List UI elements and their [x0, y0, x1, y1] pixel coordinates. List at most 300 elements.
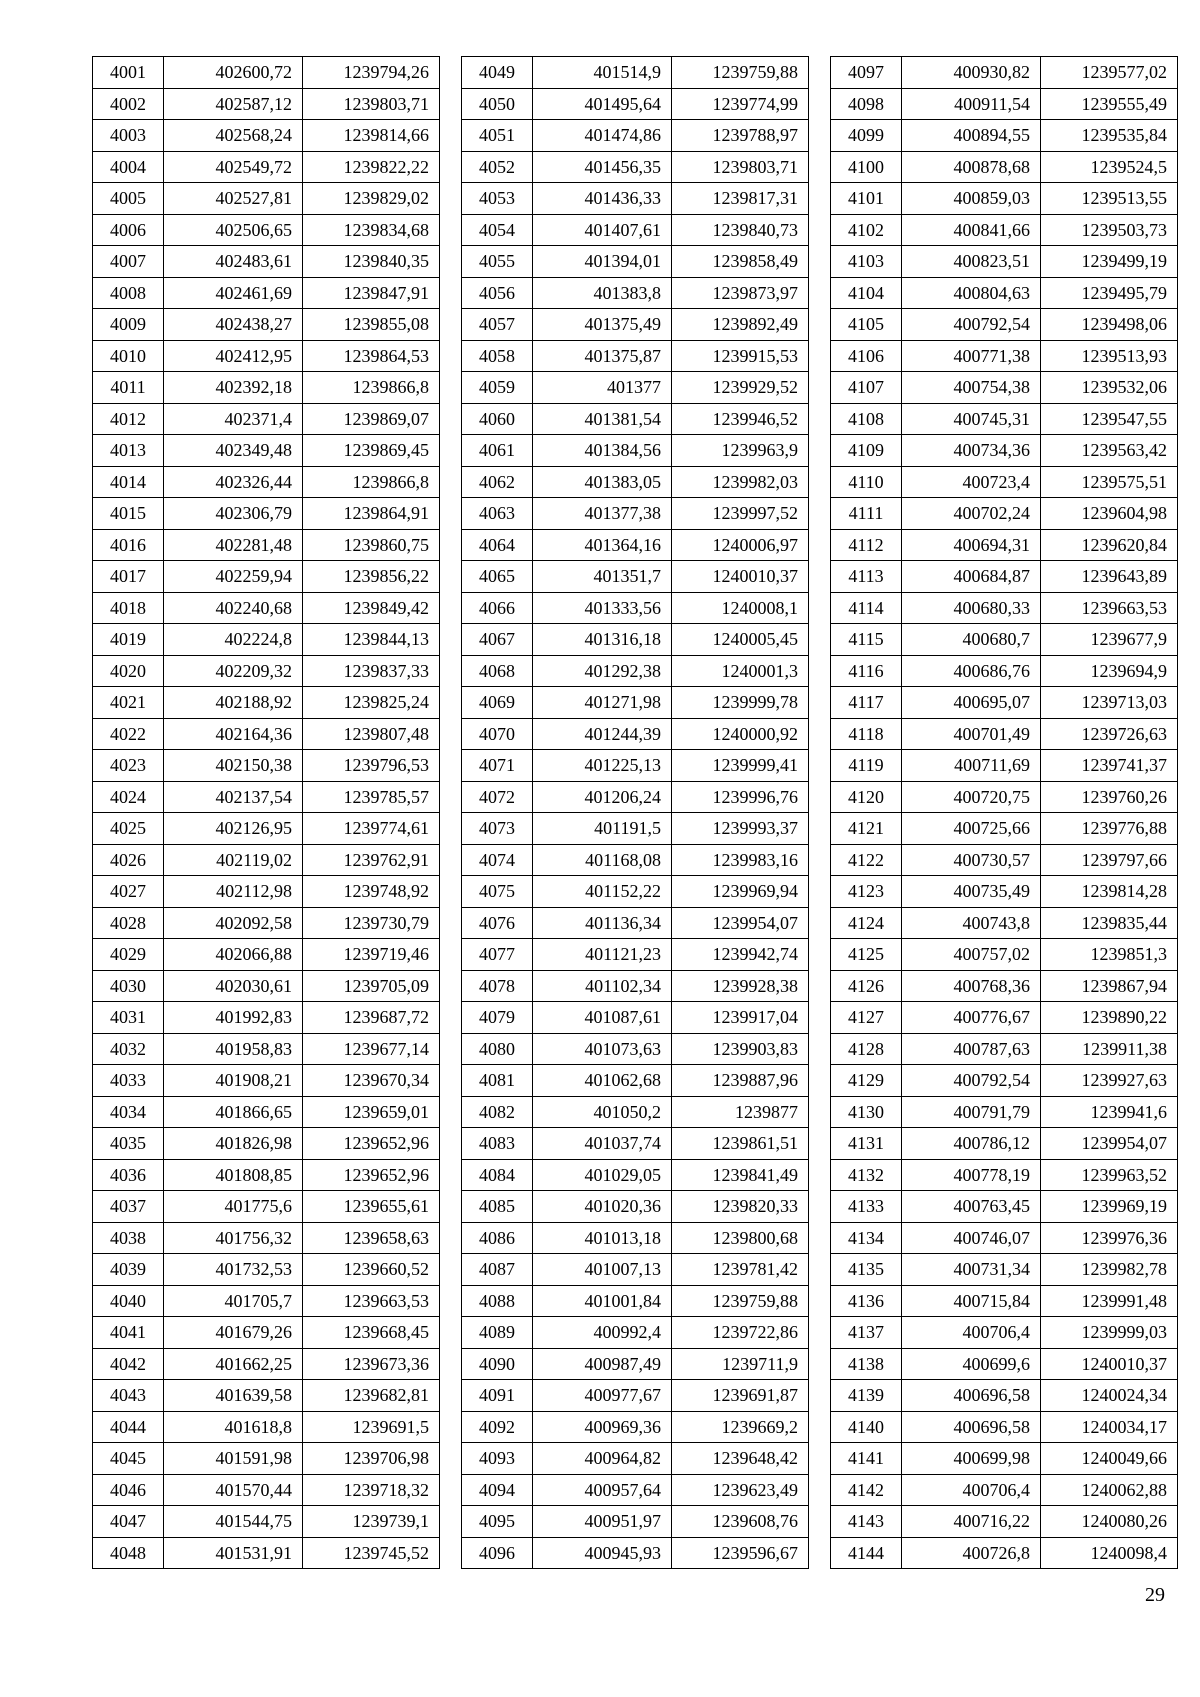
- x-coordinate-cell: 402188,92: [164, 687, 303, 719]
- x-coordinate-cell: 400745,31: [902, 403, 1041, 435]
- y-coordinate-cell: 1239660,52: [303, 1254, 440, 1286]
- table-row: [93, 466, 440, 498]
- coordinate-table-2: [461, 56, 809, 1569]
- y-coordinate-cell: 1239873,97: [672, 277, 809, 309]
- table-row: [831, 1096, 1178, 1128]
- x-coordinate-cell: 400715,84: [902, 1285, 1041, 1317]
- table-row: [462, 655, 809, 687]
- point-number-cell: 4030: [93, 970, 164, 1002]
- x-coordinate-cell: 400680,7: [902, 624, 1041, 656]
- x-coordinate-cell: 400696,58: [902, 1380, 1041, 1412]
- y-coordinate-cell: 1239976,36: [1041, 1222, 1178, 1254]
- table-row: [831, 1002, 1178, 1034]
- point-number-cell: 4038: [93, 1222, 164, 1254]
- table-row: [831, 750, 1178, 782]
- x-coordinate-cell: 400859,03: [902, 183, 1041, 215]
- x-coordinate-cell: 402092,58: [164, 907, 303, 939]
- x-coordinate-cell: 401618,8: [164, 1411, 303, 1443]
- point-number-cell: 4060: [462, 403, 533, 435]
- point-number-cell: 4066: [462, 592, 533, 624]
- table-row: [93, 876, 440, 908]
- table-row: [462, 1443, 809, 1475]
- table-row: [831, 1222, 1178, 1254]
- table-row: [93, 781, 440, 813]
- point-number-cell: 4042: [93, 1348, 164, 1380]
- table-row: [831, 1285, 1178, 1317]
- table-row: [93, 1474, 440, 1506]
- point-number-cell: 4085: [462, 1191, 533, 1223]
- table-row: [93, 1348, 440, 1380]
- x-coordinate-cell: 401037,74: [533, 1128, 672, 1160]
- y-coordinate-cell: 1239869,07: [303, 403, 440, 435]
- table-row: [93, 1443, 440, 1475]
- table-row: [93, 88, 440, 120]
- point-number-cell: 4108: [831, 403, 902, 435]
- point-number-cell: 4011: [93, 372, 164, 404]
- point-number-cell: 4090: [462, 1348, 533, 1380]
- x-coordinate-cell: 401732,53: [164, 1254, 303, 1286]
- point-number-cell: 4039: [93, 1254, 164, 1286]
- x-coordinate-cell: 401001,84: [533, 1285, 672, 1317]
- y-coordinate-cell: 1239982,78: [1041, 1254, 1178, 1286]
- x-coordinate-cell: 401756,32: [164, 1222, 303, 1254]
- x-coordinate-cell: 400684,87: [902, 561, 1041, 593]
- y-coordinate-cell: 1239503,73: [1041, 214, 1178, 246]
- y-coordinate-cell: 1239785,57: [303, 781, 440, 813]
- point-number-cell: 4115: [831, 624, 902, 656]
- y-coordinate-cell: 1239844,13: [303, 624, 440, 656]
- y-coordinate-cell: 1239577,02: [1041, 57, 1178, 89]
- y-coordinate-cell: 1239563,42: [1041, 435, 1178, 467]
- point-number-cell: 4007: [93, 246, 164, 278]
- point-number-cell: 4079: [462, 1002, 533, 1034]
- x-coordinate-cell: 402483,61: [164, 246, 303, 278]
- x-coordinate-cell: 402281,48: [164, 529, 303, 561]
- y-coordinate-cell: 1239513,55: [1041, 183, 1178, 215]
- table-row: [93, 151, 440, 183]
- x-coordinate-cell: 400723,4: [902, 466, 1041, 498]
- x-coordinate-cell: 401375,49: [533, 309, 672, 341]
- x-coordinate-cell: 402224,8: [164, 624, 303, 656]
- point-number-cell: 4028: [93, 907, 164, 939]
- x-coordinate-cell: 401102,34: [533, 970, 672, 1002]
- table-row: [462, 718, 809, 750]
- table-row: [831, 277, 1178, 309]
- y-coordinate-cell: 1239963,52: [1041, 1159, 1178, 1191]
- table-row: [93, 939, 440, 971]
- table-row: [93, 1222, 440, 1254]
- point-number-cell: 4075: [462, 876, 533, 908]
- y-coordinate-cell: 1239797,66: [1041, 844, 1178, 876]
- point-number-cell: 4022: [93, 718, 164, 750]
- table-row: [462, 1317, 809, 1349]
- y-coordinate-cell: 1239741,37: [1041, 750, 1178, 782]
- x-coordinate-cell: 401351,7: [533, 561, 672, 593]
- y-coordinate-cell: 1239851,3: [1041, 939, 1178, 971]
- point-number-cell: 4029: [93, 939, 164, 971]
- table-row: [93, 970, 440, 1002]
- y-coordinate-cell: 1239719,46: [303, 939, 440, 971]
- y-coordinate-cell: 1239814,66: [303, 120, 440, 152]
- y-coordinate-cell: 1239713,03: [1041, 687, 1178, 719]
- point-number-cell: 4141: [831, 1443, 902, 1475]
- table-row: [462, 529, 809, 561]
- y-coordinate-cell: 1239820,33: [672, 1191, 809, 1223]
- table-row: [831, 1380, 1178, 1412]
- point-number-cell: 4067: [462, 624, 533, 656]
- y-coordinate-cell: 1239745,52: [303, 1537, 440, 1569]
- page-number: 29: [1145, 1584, 1165, 1606]
- table-row: [462, 1128, 809, 1160]
- point-number-cell: 4120: [831, 781, 902, 813]
- table-row: [93, 120, 440, 152]
- x-coordinate-cell: 401679,26: [164, 1317, 303, 1349]
- point-number-cell: 4055: [462, 246, 533, 278]
- table-row: [462, 435, 809, 467]
- table-row: [93, 277, 440, 309]
- y-coordinate-cell: 1239608,76: [672, 1506, 809, 1538]
- x-coordinate-cell: 400957,64: [533, 1474, 672, 1506]
- y-coordinate-cell: 1239596,67: [672, 1537, 809, 1569]
- table-row: [831, 57, 1178, 89]
- table-row: [831, 435, 1178, 467]
- x-coordinate-cell: 401050,2: [533, 1096, 672, 1128]
- table-row: [462, 1191, 809, 1223]
- x-coordinate-cell: 400716,22: [902, 1506, 1041, 1538]
- table-row: [93, 1537, 440, 1569]
- y-coordinate-cell: 1239669,2: [672, 1411, 809, 1443]
- y-coordinate-cell: 1239963,9: [672, 435, 809, 467]
- point-number-cell: 4123: [831, 876, 902, 908]
- y-coordinate-cell: 1239711,9: [672, 1348, 809, 1380]
- x-coordinate-cell: 402137,54: [164, 781, 303, 813]
- x-coordinate-cell: 401007,13: [533, 1254, 672, 1286]
- x-coordinate-cell: 400964,82: [533, 1443, 672, 1475]
- x-coordinate-cell: 400699,6: [902, 1348, 1041, 1380]
- table-row: [93, 214, 440, 246]
- table-row: [462, 309, 809, 341]
- table-row: [93, 687, 440, 719]
- point-number-cell: 4135: [831, 1254, 902, 1286]
- y-coordinate-cell: 1239555,49: [1041, 88, 1178, 120]
- y-coordinate-cell: 1239993,37: [672, 813, 809, 845]
- x-coordinate-cell: 402326,44: [164, 466, 303, 498]
- point-number-cell: 4061: [462, 435, 533, 467]
- x-coordinate-cell: 401383,8: [533, 277, 672, 309]
- x-coordinate-cell: 400743,8: [902, 907, 1041, 939]
- point-number-cell: 4140: [831, 1411, 902, 1443]
- y-coordinate-cell: 1239739,1: [303, 1506, 440, 1538]
- x-coordinate-cell: 402030,61: [164, 970, 303, 1002]
- point-number-cell: 4057: [462, 309, 533, 341]
- y-coordinate-cell: 1239803,71: [303, 88, 440, 120]
- x-coordinate-cell: 401591,98: [164, 1443, 303, 1475]
- table-row: [93, 1506, 440, 1538]
- table-row: [831, 813, 1178, 845]
- table-row: [462, 939, 809, 971]
- y-coordinate-cell: 1239659,01: [303, 1096, 440, 1128]
- table-row: [831, 1159, 1178, 1191]
- x-coordinate-cell: 400735,49: [902, 876, 1041, 908]
- x-coordinate-cell: 401456,35: [533, 151, 672, 183]
- y-coordinate-cell: 1239691,87: [672, 1380, 809, 1412]
- y-coordinate-cell: 1239890,22: [1041, 1002, 1178, 1034]
- table-row: [831, 1443, 1178, 1475]
- y-coordinate-cell: 1239673,36: [303, 1348, 440, 1380]
- x-coordinate-cell: 402461,69: [164, 277, 303, 309]
- point-number-cell: 4024: [93, 781, 164, 813]
- y-coordinate-cell: 1239800,68: [672, 1222, 809, 1254]
- x-coordinate-cell: 402549,72: [164, 151, 303, 183]
- x-coordinate-cell: 400768,36: [902, 970, 1041, 1002]
- y-coordinate-cell: 1239663,53: [1041, 592, 1178, 624]
- point-number-cell: 4046: [93, 1474, 164, 1506]
- x-coordinate-cell: 401225,13: [533, 750, 672, 782]
- x-coordinate-cell: 400977,67: [533, 1380, 672, 1412]
- x-coordinate-cell: 400725,66: [902, 813, 1041, 845]
- x-coordinate-cell: 400702,24: [902, 498, 1041, 530]
- point-number-cell: 4097: [831, 57, 902, 89]
- point-number-cell: 4099: [831, 120, 902, 152]
- point-number-cell: 4136: [831, 1285, 902, 1317]
- table-row: [462, 1474, 809, 1506]
- y-coordinate-cell: 1239999,78: [672, 687, 809, 719]
- table-row: [93, 340, 440, 372]
- point-number-cell: 4088: [462, 1285, 533, 1317]
- y-coordinate-cell: 1239847,91: [303, 277, 440, 309]
- point-number-cell: 4053: [462, 183, 533, 215]
- table-row: [462, 750, 809, 782]
- y-coordinate-cell: 1239652,96: [303, 1159, 440, 1191]
- x-coordinate-cell: 402259,94: [164, 561, 303, 593]
- point-number-cell: 4001: [93, 57, 164, 89]
- point-number-cell: 4017: [93, 561, 164, 593]
- point-number-cell: 4112: [831, 529, 902, 561]
- table-row: [93, 1285, 440, 1317]
- x-coordinate-cell: 400754,38: [902, 372, 1041, 404]
- point-number-cell: 4127: [831, 1002, 902, 1034]
- y-coordinate-cell: 1239730,79: [303, 907, 440, 939]
- y-coordinate-cell: 1239643,89: [1041, 561, 1178, 593]
- x-coordinate-cell: 400746,07: [902, 1222, 1041, 1254]
- x-coordinate-cell: 401152,22: [533, 876, 672, 908]
- x-coordinate-cell: 400930,82: [902, 57, 1041, 89]
- y-coordinate-cell: 1239547,55: [1041, 403, 1178, 435]
- point-number-cell: 4142: [831, 1474, 902, 1506]
- y-coordinate-cell: 1239911,38: [1041, 1033, 1178, 1065]
- point-number-cell: 4020: [93, 655, 164, 687]
- point-number-cell: 4133: [831, 1191, 902, 1223]
- table-row: [93, 813, 440, 845]
- point-number-cell: 4059: [462, 372, 533, 404]
- table-row: [831, 1537, 1178, 1569]
- point-number-cell: 4006: [93, 214, 164, 246]
- y-coordinate-cell: 1239869,45: [303, 435, 440, 467]
- table-row: [93, 1191, 440, 1223]
- point-number-cell: 4130: [831, 1096, 902, 1128]
- x-coordinate-cell: 400987,49: [533, 1348, 672, 1380]
- y-coordinate-cell: 1240098,4: [1041, 1537, 1178, 1569]
- table-row: [462, 151, 809, 183]
- point-number-cell: 4056: [462, 277, 533, 309]
- y-coordinate-cell: 1239670,34: [303, 1065, 440, 1097]
- x-coordinate-cell: 402412,95: [164, 340, 303, 372]
- point-number-cell: 4113: [831, 561, 902, 593]
- point-number-cell: 4052: [462, 151, 533, 183]
- table-row: [831, 372, 1178, 404]
- x-coordinate-cell: 401826,98: [164, 1128, 303, 1160]
- table-row: [831, 939, 1178, 971]
- point-number-cell: 4118: [831, 718, 902, 750]
- point-number-cell: 4138: [831, 1348, 902, 1380]
- coordinate-table-1: [92, 56, 440, 1569]
- table-row: [462, 120, 809, 152]
- y-coordinate-cell: 1239969,19: [1041, 1191, 1178, 1223]
- x-coordinate-cell: 401775,6: [164, 1191, 303, 1223]
- table-row: [93, 403, 440, 435]
- y-coordinate-cell: 1239887,96: [672, 1065, 809, 1097]
- point-number-cell: 4092: [462, 1411, 533, 1443]
- x-coordinate-cell: 400792,54: [902, 309, 1041, 341]
- table-row: [831, 718, 1178, 750]
- point-number-cell: 4093: [462, 1443, 533, 1475]
- point-number-cell: 4010: [93, 340, 164, 372]
- point-number-cell: 4144: [831, 1537, 902, 1569]
- x-coordinate-cell: 401191,5: [533, 813, 672, 845]
- table-row: [831, 151, 1178, 183]
- point-number-cell: 4044: [93, 1411, 164, 1443]
- table-row: [831, 183, 1178, 215]
- y-coordinate-cell: 1239705,09: [303, 970, 440, 1002]
- x-coordinate-cell: 400694,31: [902, 529, 1041, 561]
- x-coordinate-cell: 402527,81: [164, 183, 303, 215]
- point-number-cell: 4111: [831, 498, 902, 530]
- y-coordinate-cell: 1239860,75: [303, 529, 440, 561]
- y-coordinate-cell: 1239969,94: [672, 876, 809, 908]
- x-coordinate-cell: 401333,56: [533, 592, 672, 624]
- x-coordinate-cell: 400757,02: [902, 939, 1041, 971]
- table-row: [93, 1096, 440, 1128]
- table-row: [93, 907, 440, 939]
- y-coordinate-cell: 1239861,51: [672, 1128, 809, 1160]
- point-number-cell: 4125: [831, 939, 902, 971]
- y-coordinate-cell: 1239999,03: [1041, 1317, 1178, 1349]
- table-row: [462, 1506, 809, 1538]
- point-number-cell: 4078: [462, 970, 533, 1002]
- table-row: [831, 907, 1178, 939]
- table-row: [93, 592, 440, 624]
- x-coordinate-cell: 401020,36: [533, 1191, 672, 1223]
- y-coordinate-cell: 1239946,52: [672, 403, 809, 435]
- x-coordinate-cell: 401013,18: [533, 1222, 672, 1254]
- y-coordinate-cell: 1239997,52: [672, 498, 809, 530]
- y-coordinate-cell: 1239928,38: [672, 970, 809, 1002]
- y-coordinate-cell: 1239794,26: [303, 57, 440, 89]
- y-coordinate-cell: 1239841,49: [672, 1159, 809, 1191]
- x-coordinate-cell: 400711,69: [902, 750, 1041, 782]
- x-coordinate-cell: 400787,63: [902, 1033, 1041, 1065]
- table-row: [93, 1033, 440, 1065]
- point-number-cell: 4034: [93, 1096, 164, 1128]
- point-number-cell: 4132: [831, 1159, 902, 1191]
- y-coordinate-cell: 1239983,16: [672, 844, 809, 876]
- y-coordinate-cell: 1239917,04: [672, 1002, 809, 1034]
- x-coordinate-cell: 401958,83: [164, 1033, 303, 1065]
- point-number-cell: 4043: [93, 1380, 164, 1412]
- y-coordinate-cell: 1239655,61: [303, 1191, 440, 1223]
- point-number-cell: 4082: [462, 1096, 533, 1128]
- y-coordinate-cell: 1239942,74: [672, 939, 809, 971]
- table-row: [831, 592, 1178, 624]
- table-row: [831, 844, 1178, 876]
- y-coordinate-cell: 1239866,8: [303, 372, 440, 404]
- y-coordinate-cell: 1239817,31: [672, 183, 809, 215]
- table-row: [93, 1159, 440, 1191]
- table-row: [93, 1254, 440, 1286]
- x-coordinate-cell: 401206,24: [533, 781, 672, 813]
- x-coordinate-cell: 400720,75: [902, 781, 1041, 813]
- point-number-cell: 4129: [831, 1065, 902, 1097]
- x-coordinate-cell: 402392,18: [164, 372, 303, 404]
- y-coordinate-cell: 1239677,14: [303, 1033, 440, 1065]
- table-row: [462, 876, 809, 908]
- table-row: [831, 624, 1178, 656]
- point-number-cell: 4015: [93, 498, 164, 530]
- table-row: [831, 466, 1178, 498]
- y-coordinate-cell: 1239677,9: [1041, 624, 1178, 656]
- table-row: [93, 57, 440, 89]
- table-row: [462, 781, 809, 813]
- y-coordinate-cell: 1240001,3: [672, 655, 809, 687]
- coordinate-table-3: [830, 56, 1178, 1569]
- table-row: [462, 844, 809, 876]
- point-number-cell: 4109: [831, 435, 902, 467]
- y-coordinate-cell: 1239840,35: [303, 246, 440, 278]
- point-number-cell: 4110: [831, 466, 902, 498]
- point-number-cell: 4009: [93, 309, 164, 341]
- x-coordinate-cell: 400686,76: [902, 655, 1041, 687]
- table-row: [831, 970, 1178, 1002]
- y-coordinate-cell: 1239941,6: [1041, 1096, 1178, 1128]
- table-row: [831, 498, 1178, 530]
- y-coordinate-cell: 1239903,83: [672, 1033, 809, 1065]
- y-coordinate-cell: 1239829,02: [303, 183, 440, 215]
- point-number-cell: 4063: [462, 498, 533, 530]
- point-number-cell: 4031: [93, 1002, 164, 1034]
- y-coordinate-cell: 1239682,81: [303, 1380, 440, 1412]
- y-coordinate-cell: 1239648,42: [672, 1443, 809, 1475]
- y-coordinate-cell: 1239620,84: [1041, 529, 1178, 561]
- point-number-cell: 4040: [93, 1285, 164, 1317]
- x-coordinate-cell: 401639,58: [164, 1380, 303, 1412]
- y-coordinate-cell: 1240034,17: [1041, 1411, 1178, 1443]
- table-row: [462, 970, 809, 1002]
- point-number-cell: 4087: [462, 1254, 533, 1286]
- point-number-cell: 4021: [93, 687, 164, 719]
- x-coordinate-cell: 401375,87: [533, 340, 672, 372]
- point-number-cell: 4070: [462, 718, 533, 750]
- table-row: [93, 183, 440, 215]
- y-coordinate-cell: 1239825,24: [303, 687, 440, 719]
- table-row: [831, 214, 1178, 246]
- y-coordinate-cell: 1239954,07: [672, 907, 809, 939]
- x-coordinate-cell: 400894,55: [902, 120, 1041, 152]
- point-number-cell: 4049: [462, 57, 533, 89]
- y-coordinate-cell: 1239807,48: [303, 718, 440, 750]
- table-row: [831, 246, 1178, 278]
- x-coordinate-cell: 401514,9: [533, 57, 672, 89]
- table-row: [831, 687, 1178, 719]
